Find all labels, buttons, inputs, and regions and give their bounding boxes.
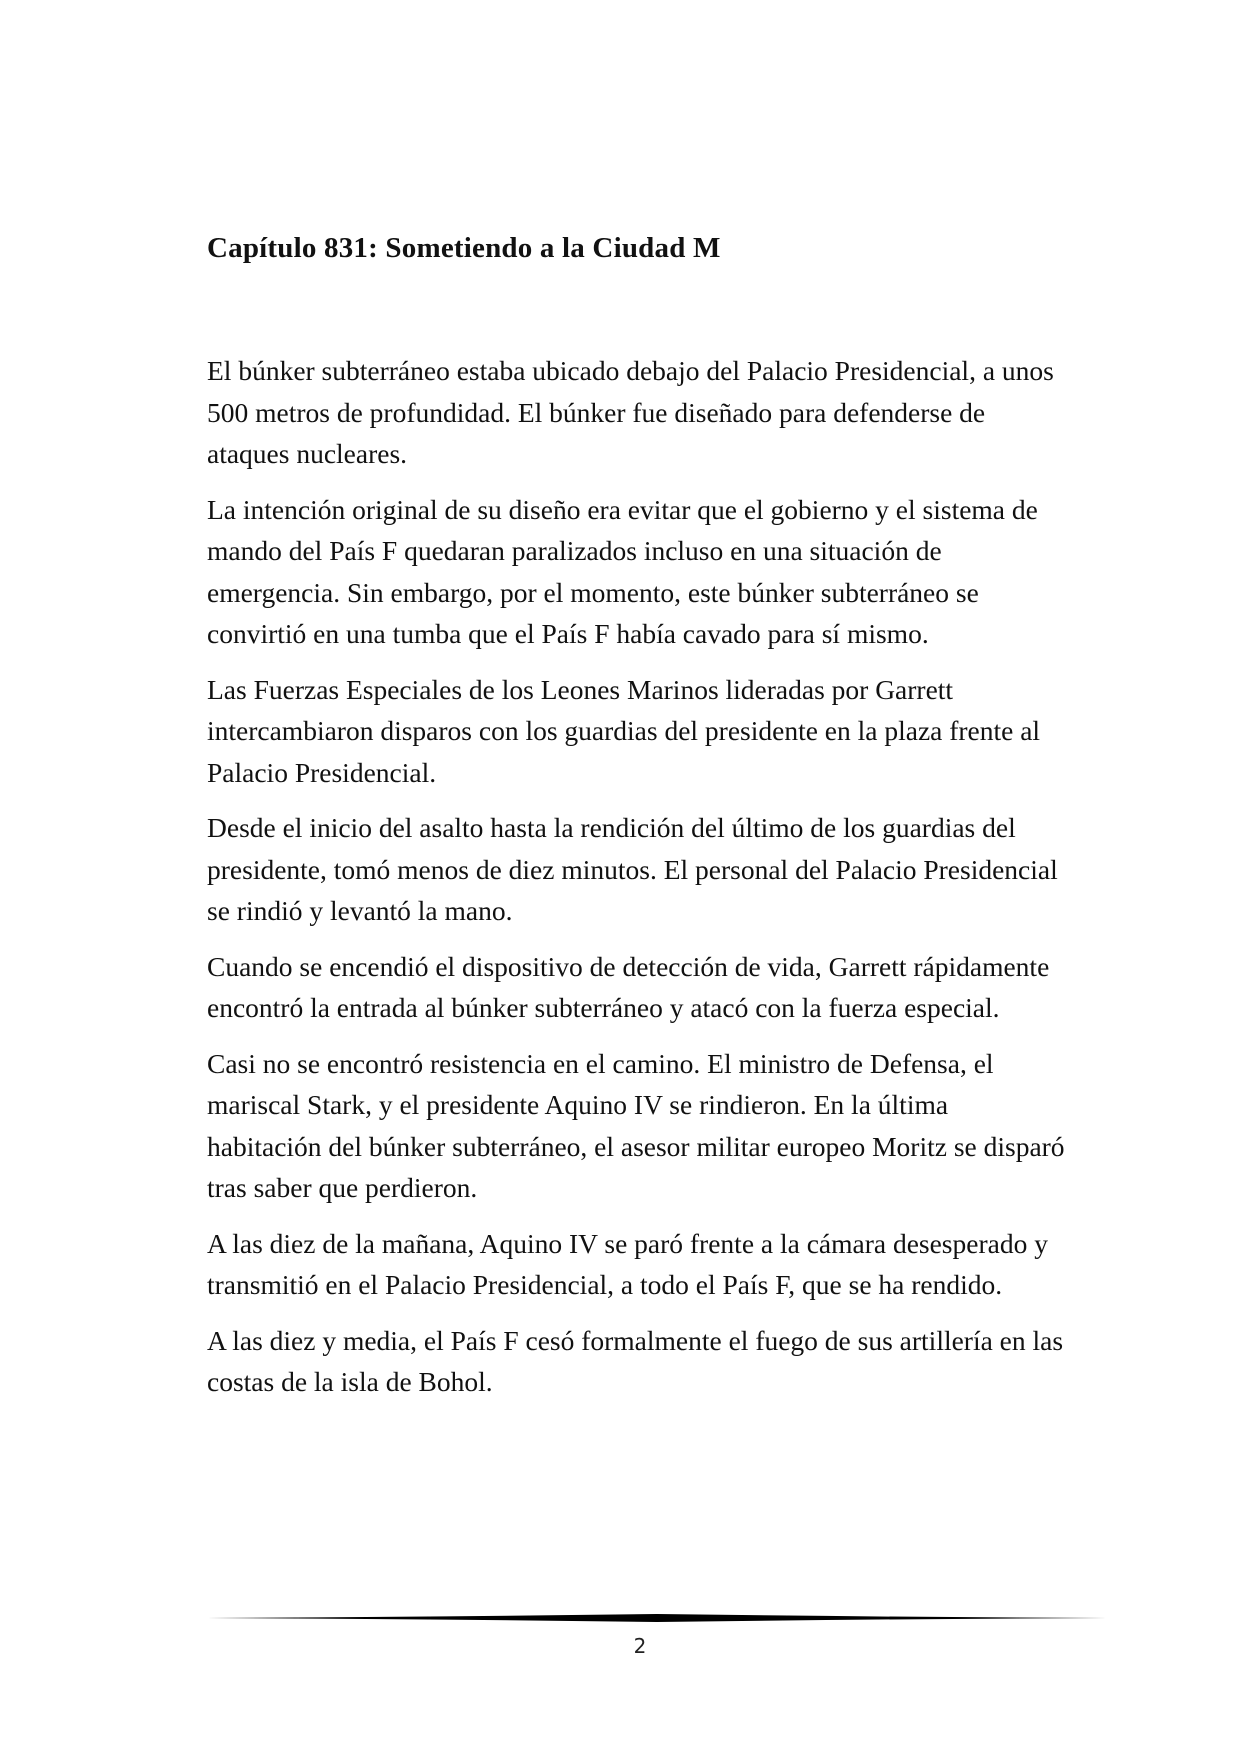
paragraph: Desde el inicio del asalto hasta la rendición del último de los guardias del presidente, tomó menos de diez minutos. El personal del Palacio Presidencial se rindió y levantó la mano.: [207, 812, 1058, 926]
page-number: 2: [633, 1634, 647, 1658]
paragraph: Las Fuerzas Especiales de los Leones Marinos lideradas por Garrett intercambiaron disparos con los guardias del presidente en la plaza frente al Palacio Presidencial.: [207, 673, 1041, 788]
paragraph: A las diez y media, el País F cesó formalmente el fuego de sus artillería en las costas de la isla de Bohol.: [207, 1324, 1064, 1397]
paragraph: Casi no se encontró resistencia en el camino. El ministro de Defensa, el mariscal Stark, y el presidente Aquino IV se rindieron. En la última habitación del búnker subterráneo, el asesor militar europeo Moritz se disparó tras saber que perdieron.: [207, 1047, 1065, 1203]
paragraph: La intención original de su diseño era evitar que el gobierno y el sistema de mando del País F quedaran paralizados incluso en una situación de emergencia. Sin embargo, por el momento, este búnker subterráneo se convirtió en una tumba que el País F había cavado para sí mismo.: [207, 493, 1038, 649]
paragraph: El búnker subterráneo estaba ubicado debajo del Palacio Presidencial, a unos 500 metros de profundidad. El búnker fue diseñado para defenderse de ataques nucleares.: [207, 355, 1054, 469]
paragraph: Cuando se encendió el dispositivo de detección de vida, Garrett rápidamente encontró la entrada al búnker subterráneo y atacó con la fuerza especial.: [207, 950, 1050, 1023]
chapter-title: Capítulo 831: Sometiendo a la Ciudad M: [207, 232, 721, 264]
chapter-body: [207, 350, 1067, 1417]
footer-divider: [207, 1612, 1107, 1624]
paragraph: A las diez de la mañana, Aquino IV se paró frente a la cámara desesperado y transmitió en el Palacio Presidencial, a todo el País F, que se ha rendido.: [207, 1227, 1048, 1300]
